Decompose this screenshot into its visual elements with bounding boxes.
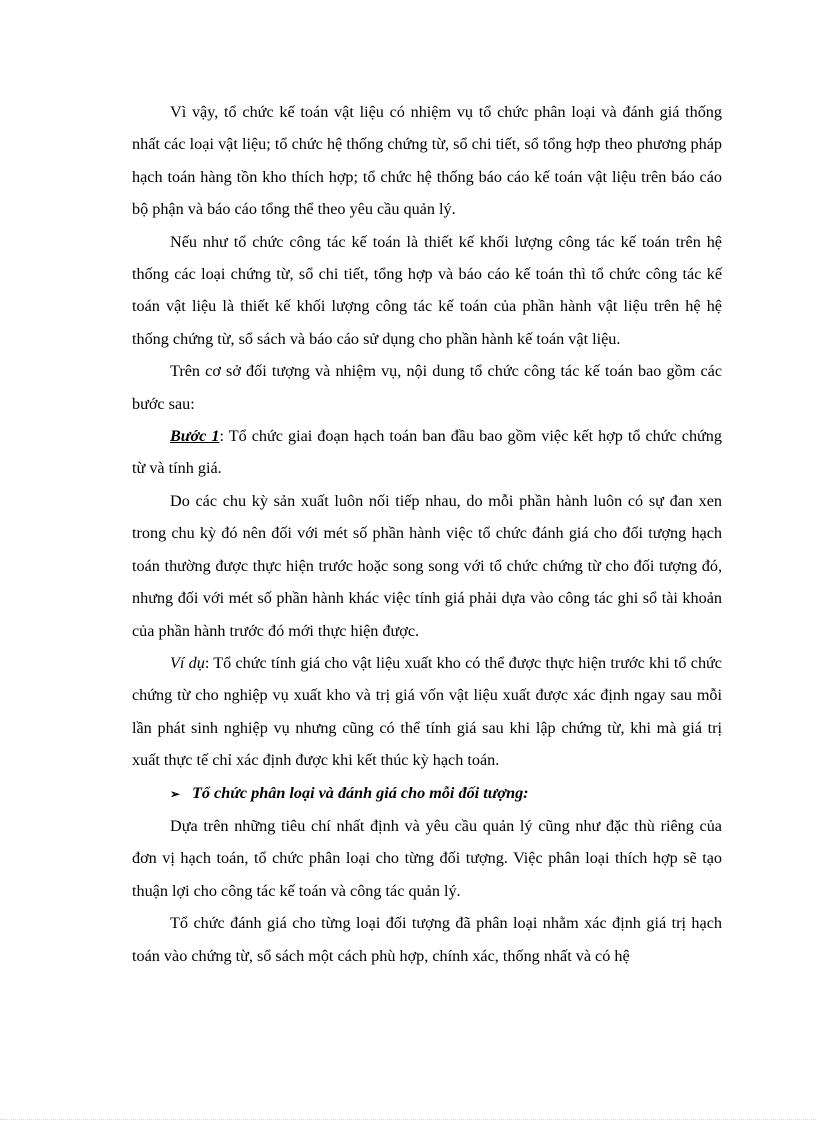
- arrowhead-bullet-icon: ➢: [170, 786, 181, 801]
- paragraph-3: Trên cơ sở đối tượng và nhiệm vụ, nội dung tổ chức công tác kế toán bao gồm các bước sau:: [132, 362, 722, 413]
- paragraph-8: Dựa trên những tiêu chí nhất định và yêu cầu quản lý cũng như đặc thù riêng của đơn vị hạch toán, tổ chức phân loại cho từng đối tượng. Việc phân loại thích hợp sẽ tạo thuận lợi cho công tác kế toán và công tác quản lý.: [132, 816, 722, 900]
- paragraph-5: Do các chu kỳ sản xuất luôn nối tiếp nhau, do mỗi phần hành luôn có sự đan xen trong chu kỳ đó nên đối với mét số phần hành việc tổ chức đánh giá cho đối tượng hạch toán thường được thực hiện trước hoặc song song với tổ chức chứng từ cho đối tượng đó, nhưng đối với mét số phần hành khác việc tính giá phải dựa vào công tác ghi sổ tài khoản của phần hành trước đó mới thực hiện được.: [132, 491, 722, 640]
- example-label: Ví dụ: [170, 653, 205, 672]
- paragraph-1: Vì vậy, tổ chức kế toán vật liệu có nhiệm vụ tổ chức phân loại và đánh giá thống nhất các loại vật liệu; tổ chức hệ thống chứng từ, sổ chi tiết, sổ tổng hợp theo phương pháp hạch toán hàng tồn kho thích hợp; tổ chức hệ thống báo cáo kế toán vật liệu trên báo cáo bộ phận và báo cáo tổng thể theo yêu cầu quản lý.: [132, 103, 722, 219]
- paragraph-example: [132, 647, 722, 777]
- paragraph-2: Nếu như tổ chức công tác kế toán là thiết kế khối lượng công tác kế toán trên hệ thống các loại chứng từ, sổ chi tiết, tổng hợp và báo cáo kế toán thì tổ chức công tác kế toán vật liệu là thiết kế khối lượng công tác kế toán của phần hành vật liệu trên hệ hệ thống chứng từ, sổ sách và báo cáo sử dụng cho phần hành kế toán vật liệu.: [132, 232, 722, 348]
- paragraph-step-1: [132, 420, 722, 485]
- bullet-heading: [132, 777, 722, 810]
- page-bottom-divider: [0, 1119, 816, 1120]
- document-page: [132, 96, 722, 972]
- example-text: : Tổ chức tính giá cho vật liệu xuất kho có thể được thực hiện trước khi tổ chức chứng từ cho nghiệp vụ xuất kho và trị giá vốn vật liệu xuất được xác định ngay sau mỗi lần phát sinh nghiệp vụ nhưng cũng có thể tính giá sau khi lập chứng từ, khi mà giá trị xuất thực tế chỉ xác định được khi kết thúc kỳ hạch toán.: [132, 653, 722, 770]
- step-1-label: Bước 1: [170, 427, 220, 446]
- paragraph-9: Tổ chức đánh giá cho từng loại đối tượng đã phân loại nhằm xác định giá trị hạch toán vào chứng từ, sổ sách một cách phù hợp, chính xác, thống nhất và có hệ: [132, 914, 722, 965]
- step-1-text: : Tổ chức giai đoạn hạch toán ban đầu bao gồm việc kết hợp tổ chức chứng từ và tính giá.: [132, 427, 722, 478]
- bullet-heading-text: Tổ chức phân loại và đánh giá cho mỗi đối tượng:: [192, 783, 529, 802]
